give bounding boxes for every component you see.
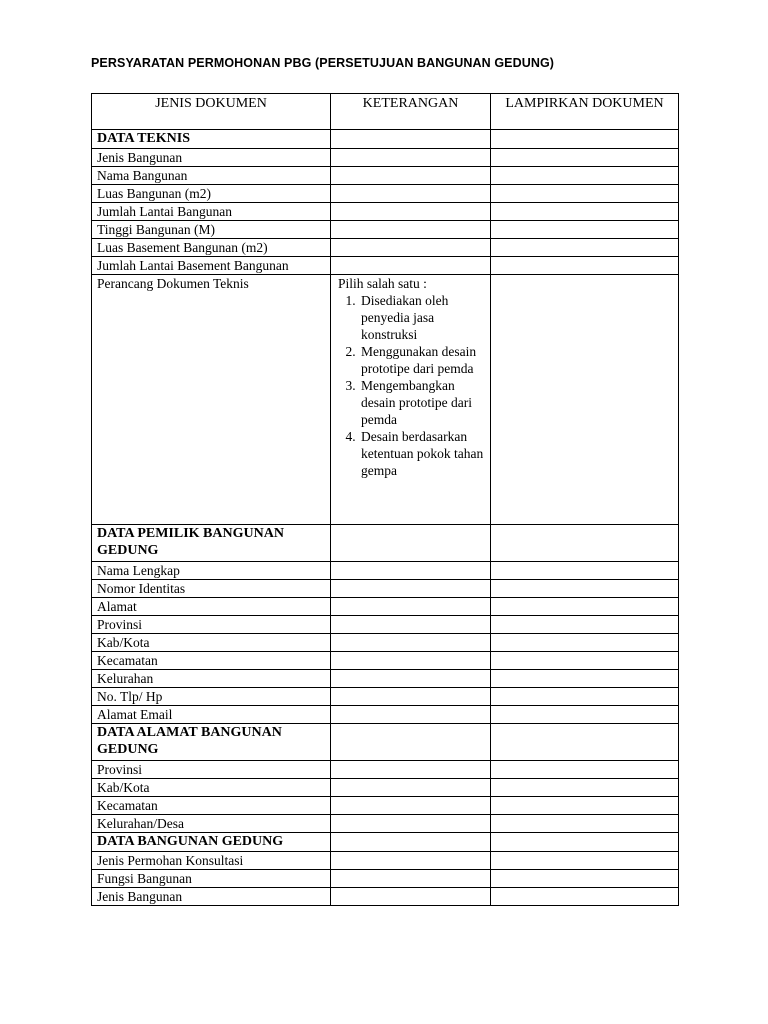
- lampiran-cell[interactable]: [491, 761, 679, 779]
- row-label: Fungsi Bangunan: [92, 870, 331, 888]
- table-row: [92, 852, 679, 870]
- options-list: [336, 292, 485, 479]
- table-row: [92, 870, 679, 888]
- row-label: Kab/Kota: [92, 634, 331, 652]
- row-label: Jenis Bangunan: [92, 888, 331, 906]
- row-label: Alamat: [92, 598, 331, 616]
- section-row-pemilik: [92, 525, 679, 562]
- keterangan-cell[interactable]: [331, 761, 491, 779]
- document-title: PERSYARATAN PERMOHONAN PBG (PERSETUJUAN BANGUNAN GEDUNG): [91, 56, 555, 70]
- row-label: Jenis Bangunan: [92, 149, 331, 167]
- lampiran-cell[interactable]: [491, 652, 679, 670]
- keterangan-cell[interactable]: [331, 598, 491, 616]
- lampiran-cell[interactable]: [491, 779, 679, 797]
- section-title: DATA BANGUNAN GEDUNG: [92, 833, 331, 852]
- options-intro: Pilih salah satu :: [338, 276, 427, 291]
- lampiran-cell[interactable]: [491, 724, 679, 761]
- section-row-alamat: [92, 724, 679, 761]
- row-label: Jumlah Lantai Basement Bangunan: [92, 257, 331, 275]
- section-title: DATA ALAMAT BANGUNAN GEDUNG: [92, 724, 331, 761]
- lampiran-cell[interactable]: [491, 239, 679, 257]
- keterangan-cell[interactable]: [331, 870, 491, 888]
- section-title: DATA TEKNIS: [92, 130, 331, 149]
- keterangan-cell[interactable]: [331, 616, 491, 634]
- row-label: Nama Bangunan: [92, 167, 331, 185]
- table-row: [92, 257, 679, 275]
- lampiran-cell[interactable]: [491, 688, 679, 706]
- table-row: [92, 616, 679, 634]
- table-row: [92, 706, 679, 724]
- row-label: Luas Bangunan (m2): [92, 185, 331, 203]
- keterangan-cell[interactable]: [331, 149, 491, 167]
- option-item: 2. Menggunakan desain prototipe dari pemda: [359, 343, 485, 377]
- lampiran-cell[interactable]: [491, 616, 679, 634]
- table-row: [92, 149, 679, 167]
- lampiran-cell[interactable]: [491, 870, 679, 888]
- lampiran-cell[interactable]: [491, 257, 679, 275]
- table-row: [92, 239, 679, 257]
- header-keterangan: KETERANGAN: [331, 94, 491, 130]
- option-item: 1. Disediakan oleh penyedia jasa konstruksi: [359, 292, 485, 343]
- lampiran-cell[interactable]: [491, 598, 679, 616]
- row-label: Tinggi Bangunan (M): [92, 221, 331, 239]
- keterangan-cell[interactable]: [331, 833, 491, 852]
- row-label: Jenis Permohan Konsultasi: [92, 852, 331, 870]
- table-row: [92, 634, 679, 652]
- table-body: [92, 130, 679, 906]
- keterangan-cell[interactable]: [331, 724, 491, 761]
- lampiran-cell[interactable]: [491, 852, 679, 870]
- lampiran-cell[interactable]: [491, 888, 679, 906]
- table-row: [92, 562, 679, 580]
- keterangan-cell[interactable]: [331, 130, 491, 149]
- table-row: [92, 185, 679, 203]
- keterangan-cell[interactable]: [331, 562, 491, 580]
- keterangan-cell[interactable]: [331, 239, 491, 257]
- section-row-bangunan: [92, 833, 679, 852]
- keterangan-cell[interactable]: [331, 815, 491, 833]
- row-label: Kecamatan: [92, 797, 331, 815]
- row-label: Nama Lengkap: [92, 562, 331, 580]
- table-row: [92, 815, 679, 833]
- lampiran-cell[interactable]: [491, 221, 679, 239]
- row-label: No. Tlp/ Hp: [92, 688, 331, 706]
- row-label: Perancang Dokumen Teknis: [92, 275, 331, 525]
- perancang-row: [92, 275, 679, 525]
- row-label: Nomor Identitas: [92, 580, 331, 598]
- keterangan-cell[interactable]: [331, 652, 491, 670]
- lampiran-cell[interactable]: [491, 275, 679, 525]
- lampiran-cell[interactable]: [491, 634, 679, 652]
- table-row: [92, 888, 679, 906]
- section-row-teknis: [92, 130, 679, 149]
- keterangan-cell[interactable]: [331, 185, 491, 203]
- lampiran-cell[interactable]: [491, 815, 679, 833]
- table-row: [92, 167, 679, 185]
- table-row: [92, 652, 679, 670]
- keterangan-cell[interactable]: [331, 203, 491, 221]
- lampiran-cell[interactable]: [491, 525, 679, 562]
- lampiran-cell[interactable]: [491, 130, 679, 149]
- lampiran-cell[interactable]: [491, 670, 679, 688]
- keterangan-cell[interactable]: [331, 688, 491, 706]
- keterangan-cell[interactable]: [331, 706, 491, 724]
- header-lampirkan-dokumen: LAMPIRKAN DOKUMEN: [491, 94, 679, 130]
- row-label: Jumlah Lantai Bangunan: [92, 203, 331, 221]
- table-row: [92, 761, 679, 779]
- row-label: Kelurahan: [92, 670, 331, 688]
- keterangan-cell[interactable]: [331, 167, 491, 185]
- section-title: DATA PEMILIK BANGUNAN GEDUNG: [92, 525, 331, 562]
- table-row: [92, 670, 679, 688]
- lampiran-cell[interactable]: [491, 580, 679, 598]
- table-row: [92, 688, 679, 706]
- lampiran-cell[interactable]: [491, 562, 679, 580]
- row-label: Provinsi: [92, 616, 331, 634]
- table-header-row: [92, 94, 679, 130]
- option-item: 4. Desain berdasarkan ketentuan pokok tahan gempa: [359, 428, 485, 479]
- lampiran-cell[interactable]: [491, 833, 679, 852]
- row-label: Kelurahan/Desa: [92, 815, 331, 833]
- lampiran-cell[interactable]: [491, 203, 679, 221]
- option-item: 3. Mengembangkan desain prototipe dari pemda: [359, 377, 485, 428]
- row-label: Luas Basement Bangunan (m2): [92, 239, 331, 257]
- lampiran-cell[interactable]: [491, 797, 679, 815]
- row-label: Kecamatan: [92, 652, 331, 670]
- keterangan-cell[interactable]: [331, 670, 491, 688]
- keterangan-cell[interactable]: [331, 525, 491, 562]
- lampiran-cell[interactable]: [491, 706, 679, 724]
- lampiran-cell[interactable]: [491, 167, 679, 185]
- table-row: [92, 221, 679, 239]
- table-row: [92, 797, 679, 815]
- row-label: Provinsi: [92, 761, 331, 779]
- keterangan-cell[interactable]: [331, 797, 491, 815]
- keterangan-cell[interactable]: [331, 779, 491, 797]
- keterangan-cell[interactable]: [331, 221, 491, 239]
- table-row: [92, 598, 679, 616]
- keterangan-cell[interactable]: [331, 257, 491, 275]
- keterangan-cell[interactable]: [331, 852, 491, 870]
- keterangan-cell[interactable]: [331, 580, 491, 598]
- row-label: Alamat Email: [92, 706, 331, 724]
- table-row: [92, 779, 679, 797]
- table-row: [92, 580, 679, 598]
- row-label: Kab/Kota: [92, 779, 331, 797]
- keterangan-options-cell: [331, 275, 491, 525]
- requirements-table: [91, 93, 679, 906]
- header-jenis-dokumen: JENIS DOKUMEN: [92, 94, 331, 130]
- table-row: [92, 203, 679, 221]
- lampiran-cell[interactable]: [491, 149, 679, 167]
- keterangan-cell[interactable]: [331, 634, 491, 652]
- lampiran-cell[interactable]: [491, 185, 679, 203]
- keterangan-cell[interactable]: [331, 888, 491, 906]
